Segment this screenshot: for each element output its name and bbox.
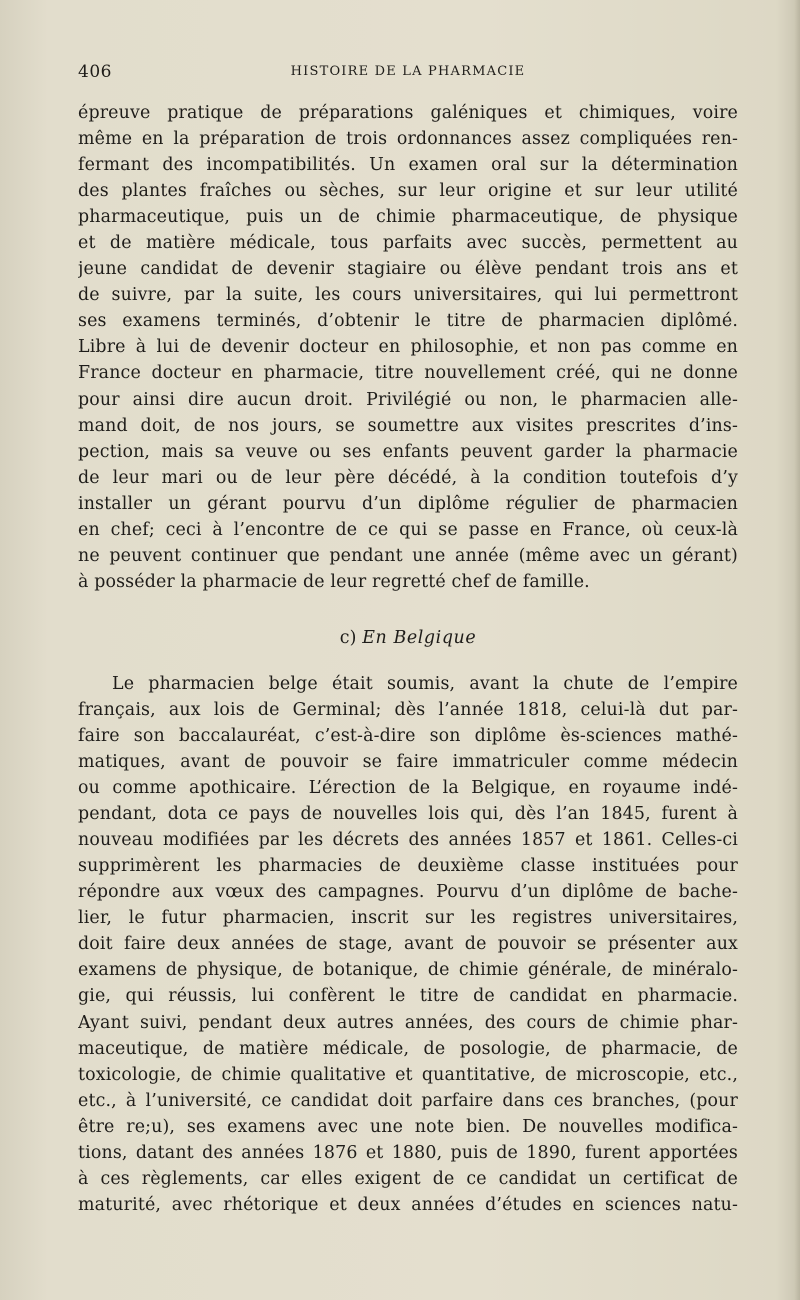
- text-line: répondre aux vœux des campagnes. Pourvu d’un diplôme de bache-: [78, 882, 738, 903]
- text-line: installer un gérant pourvu d’un diplôme régulier de pharmacien: [78, 493, 738, 514]
- text-line: pour ainsi dire aucun droit. Privilégié ou non, le pharmacien alle-: [78, 389, 738, 410]
- text-line: gie, qui réussis, lui confèrent le titre de candidat en pharmacie.: [78, 986, 738, 1007]
- text-line: pharmaceutique, puis un de chimie pharmaceutique, de physique: [78, 207, 738, 228]
- text-line-first: Le pharmacien belge était soumis, avant la chute de l’empire: [112, 673, 738, 694]
- section-title: En Belgique: [362, 627, 477, 648]
- paragraph-belgium: [78, 671, 738, 1218]
- text-line: et de matière médicale, tous parfaits avec succès, permettent au: [78, 233, 738, 254]
- running-title: HISTOIRE DE LA PHARMACIE: [290, 64, 526, 79]
- text-line: faire son baccalauréat, c’est-à-dire son diplôme ès-sciences mathé-: [78, 725, 738, 746]
- text-line: examens de physique, de botanique, de chimie générale, de minéralo-: [78, 960, 738, 981]
- text-line: maturité, avec rhétorique et deux années d’études en sciences natu-: [78, 1194, 738, 1215]
- text-line: pendant, dota ce pays de nouvelles lois qui, dès l’an 1845, furent à: [78, 804, 738, 825]
- text-line: à ces règlements, car elles exigent de ce candidat un certificat de: [78, 1168, 738, 1189]
- text-line-last: à posséder la pharmacie de leur regretté chef de famille.: [78, 571, 590, 592]
- text-line: supprimèrent les pharmacies de deuxième classe instituées pour: [78, 856, 738, 877]
- page-number: 406: [78, 62, 112, 82]
- text-line: des plantes fraîches ou sèches, sur leur origine et sur leur utilité: [78, 181, 738, 202]
- text-line: matiques, avant de pouvoir se faire immatriculer comme médecin: [78, 752, 738, 773]
- text-line: de suivre, par la suite, les cours universitaires, qui lui permettront: [78, 285, 738, 306]
- text-line: etc., à l’université, ce candidat doit parfaire dans ces branches, (pour: [78, 1090, 738, 1111]
- body-text: [78, 100, 738, 1218]
- text-line: nouveau modifiées par les décrets des années 1857 et 1861. Celles-ci: [78, 830, 738, 851]
- text-line: lier, le futur pharmacien, inscrit sur les registres universitaires,: [78, 908, 738, 929]
- text-line: en chef; ceci à l’encontre de ce qui se passe en France, où ceux-là: [78, 519, 738, 540]
- text-line: ou comme apothicaire. L’érection de la Belgique, en royaume indé-: [78, 778, 738, 799]
- text-line: France docteur en pharmacie, titre nouvellement créé, qui ne donne: [78, 363, 738, 384]
- text-line: Ayant suivi, pendant deux autres années, des cours de chimie phar-: [78, 1012, 738, 1033]
- text-line: épreuve pratique de préparations galéniques et chimiques, voire: [78, 103, 738, 123]
- text-line: ne peuvent continuer que pendant une année (même avec un gérant): [78, 545, 738, 566]
- text-line: Libre à lui de devenir docteur en philosophie, et non pas comme en: [78, 337, 738, 358]
- section-heading: [78, 625, 738, 651]
- text-line: fermant des incompatibilités. Un examen oral sur la détermination: [78, 155, 738, 176]
- text-line: jeune candidat de devenir stagiaire ou élève pendant trois ans et: [78, 259, 738, 280]
- text-line: ses examens terminés, d’obtenir le titre de pharmacien diplômé.: [78, 311, 738, 332]
- paragraph-germany: [78, 100, 738, 595]
- text-line: être re;u), ses examens avec une note bien. De nouvelles modifica-: [78, 1116, 738, 1137]
- page-header: [78, 62, 738, 86]
- text-line: même en la préparation de trois ordonnances assez compliquées ren-: [78, 129, 738, 150]
- section-label: c): [339, 627, 357, 648]
- text-line: doit faire deux années de stage, avant de pouvoir se présenter aux: [78, 934, 738, 955]
- text-line: français, aux lois de Germinal; dès l’année 1818, celui-là dut par-: [78, 699, 738, 720]
- text-line: toxicologie, de chimie qualitative et quantitative, de microscopie, etc.,: [78, 1064, 738, 1085]
- text-line: maceutique, de matière médicale, de posologie, de pharmacie, de: [78, 1038, 738, 1059]
- text-line: tions, datant des années 1876 et 1880, puis de 1890, furent apportées: [78, 1142, 738, 1163]
- text-line: mand doit, de nos jours, se soumettre aux visites prescrites d’ins-: [78, 415, 738, 436]
- text-line: pection, mais sa veuve ou ses enfants peuvent garder la pharmacie: [78, 441, 738, 462]
- page-edge: [794, 0, 800, 1300]
- text-line: de leur mari ou de leur père décédé, à la condition toutefois d’y: [78, 467, 738, 488]
